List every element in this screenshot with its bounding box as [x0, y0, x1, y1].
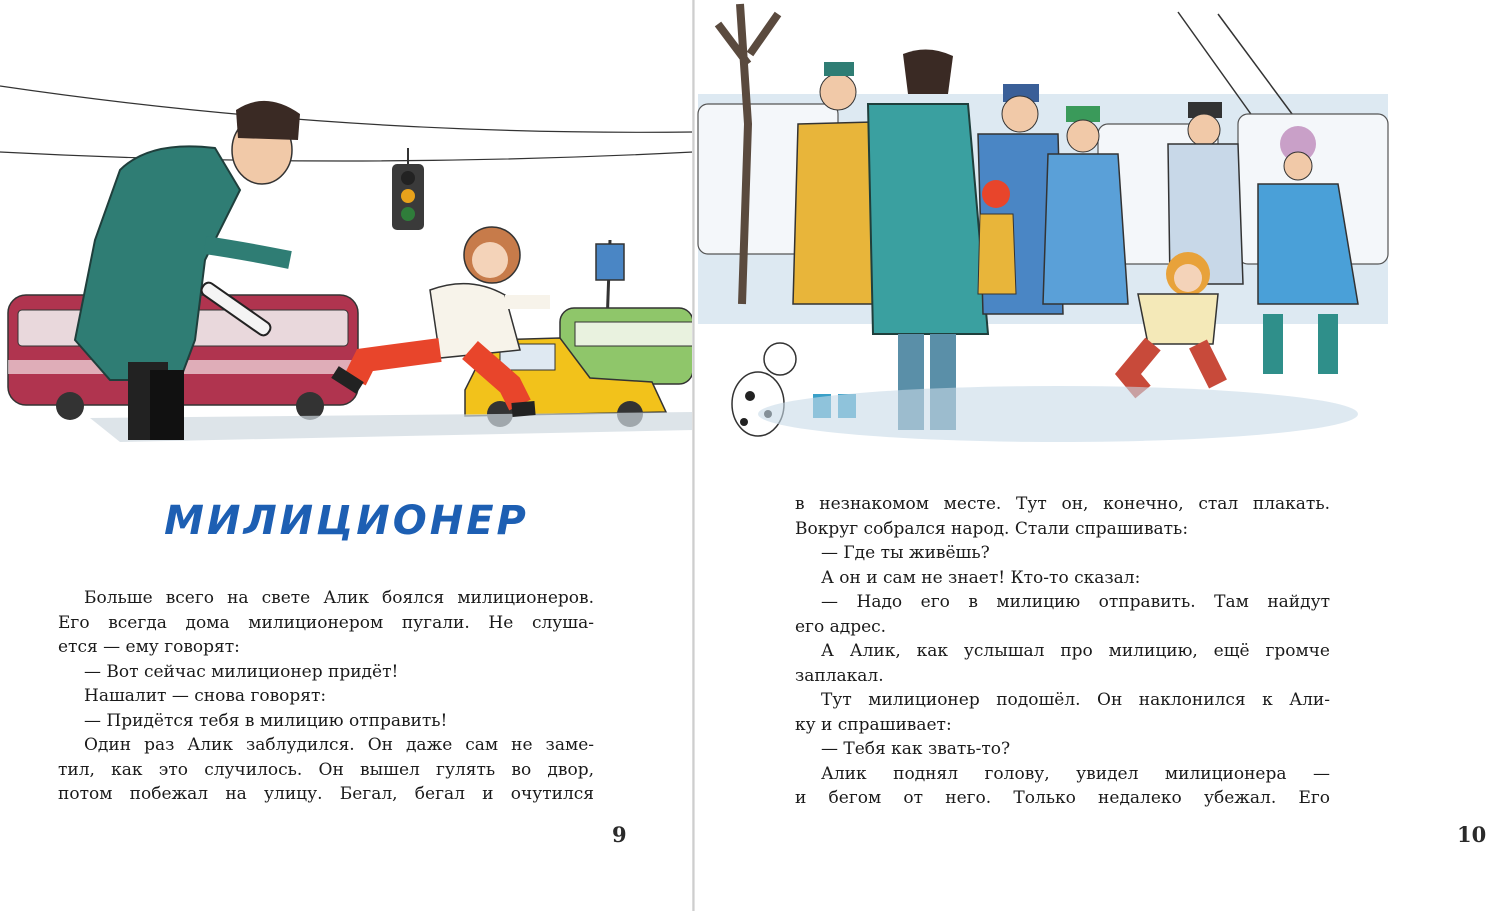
- text-line: — Придётся тебя в милицию отправить!: [84, 710, 448, 731]
- story-text-left: [58, 586, 594, 807]
- text-line: Его всегда дома милиционером пугали. Не слуша-: [58, 612, 594, 633]
- text-line: — Тебя как звать-то?: [821, 739, 1011, 759]
- wire: [0, 152, 693, 161]
- text-line: Больше всего на свете Алик боялся милиционеров.: [84, 588, 594, 608]
- text-line: тил, как это случилось. Он вышел гулять во двор,: [58, 759, 594, 780]
- text-line: — Где ты живёшь?: [821, 543, 990, 563]
- story-text-right: [795, 492, 1330, 811]
- text-line: ку и спрашивает:: [795, 714, 952, 735]
- text-line: — Надо его в милицию отправить. Там найдут: [821, 592, 1330, 612]
- text-line: Вокруг собрался народ. Стали спрашивать:: [795, 518, 1189, 539]
- text-line: А он и сам не знает! Кто-то сказал:: [821, 567, 1141, 588]
- story-title: МИЛИЦИОНЕР: [164, 498, 529, 544]
- wire: [0, 86, 693, 132]
- illustration-crowd-around-boy: [698, 4, 1388, 460]
- page-number: 10: [1457, 822, 1486, 847]
- ground-shadow: [758, 386, 1358, 442]
- text-line: Алик поднял голову, увидел милиционера —: [821, 763, 1330, 784]
- text-line: заплакал.: [795, 665, 884, 686]
- page-number: 9: [612, 822, 627, 847]
- text-line: Один раз Алик заблудился. Он даже сам не заме-: [84, 735, 594, 755]
- text-line: ется — ему говорят:: [58, 637, 240, 657]
- text-line: и бегом от него. Только недалеко убежал. Его: [795, 788, 1330, 808]
- text-line: Тут милиционер подошёл. Он наклонился к Али-: [821, 690, 1330, 710]
- text-line: потом побежал на улицу. Бегал, бегал и очутился: [58, 784, 594, 804]
- text-line: его адрес.: [795, 616, 887, 637]
- boy-running-figure: [335, 227, 550, 410]
- text-line: А Алик, как услышал про милицию, ещё громче: [821, 641, 1330, 661]
- text-line: — Вот сейчас милиционер придёт!: [84, 661, 399, 682]
- left-page: [0, 0, 693, 911]
- illustration-policeman-running-boy: [0, 40, 693, 460]
- text-line: в незнакомом месте. Тут он, конечно, стал плакать.: [795, 494, 1330, 514]
- text-line: Нашалит — снова говорят:: [84, 686, 327, 706]
